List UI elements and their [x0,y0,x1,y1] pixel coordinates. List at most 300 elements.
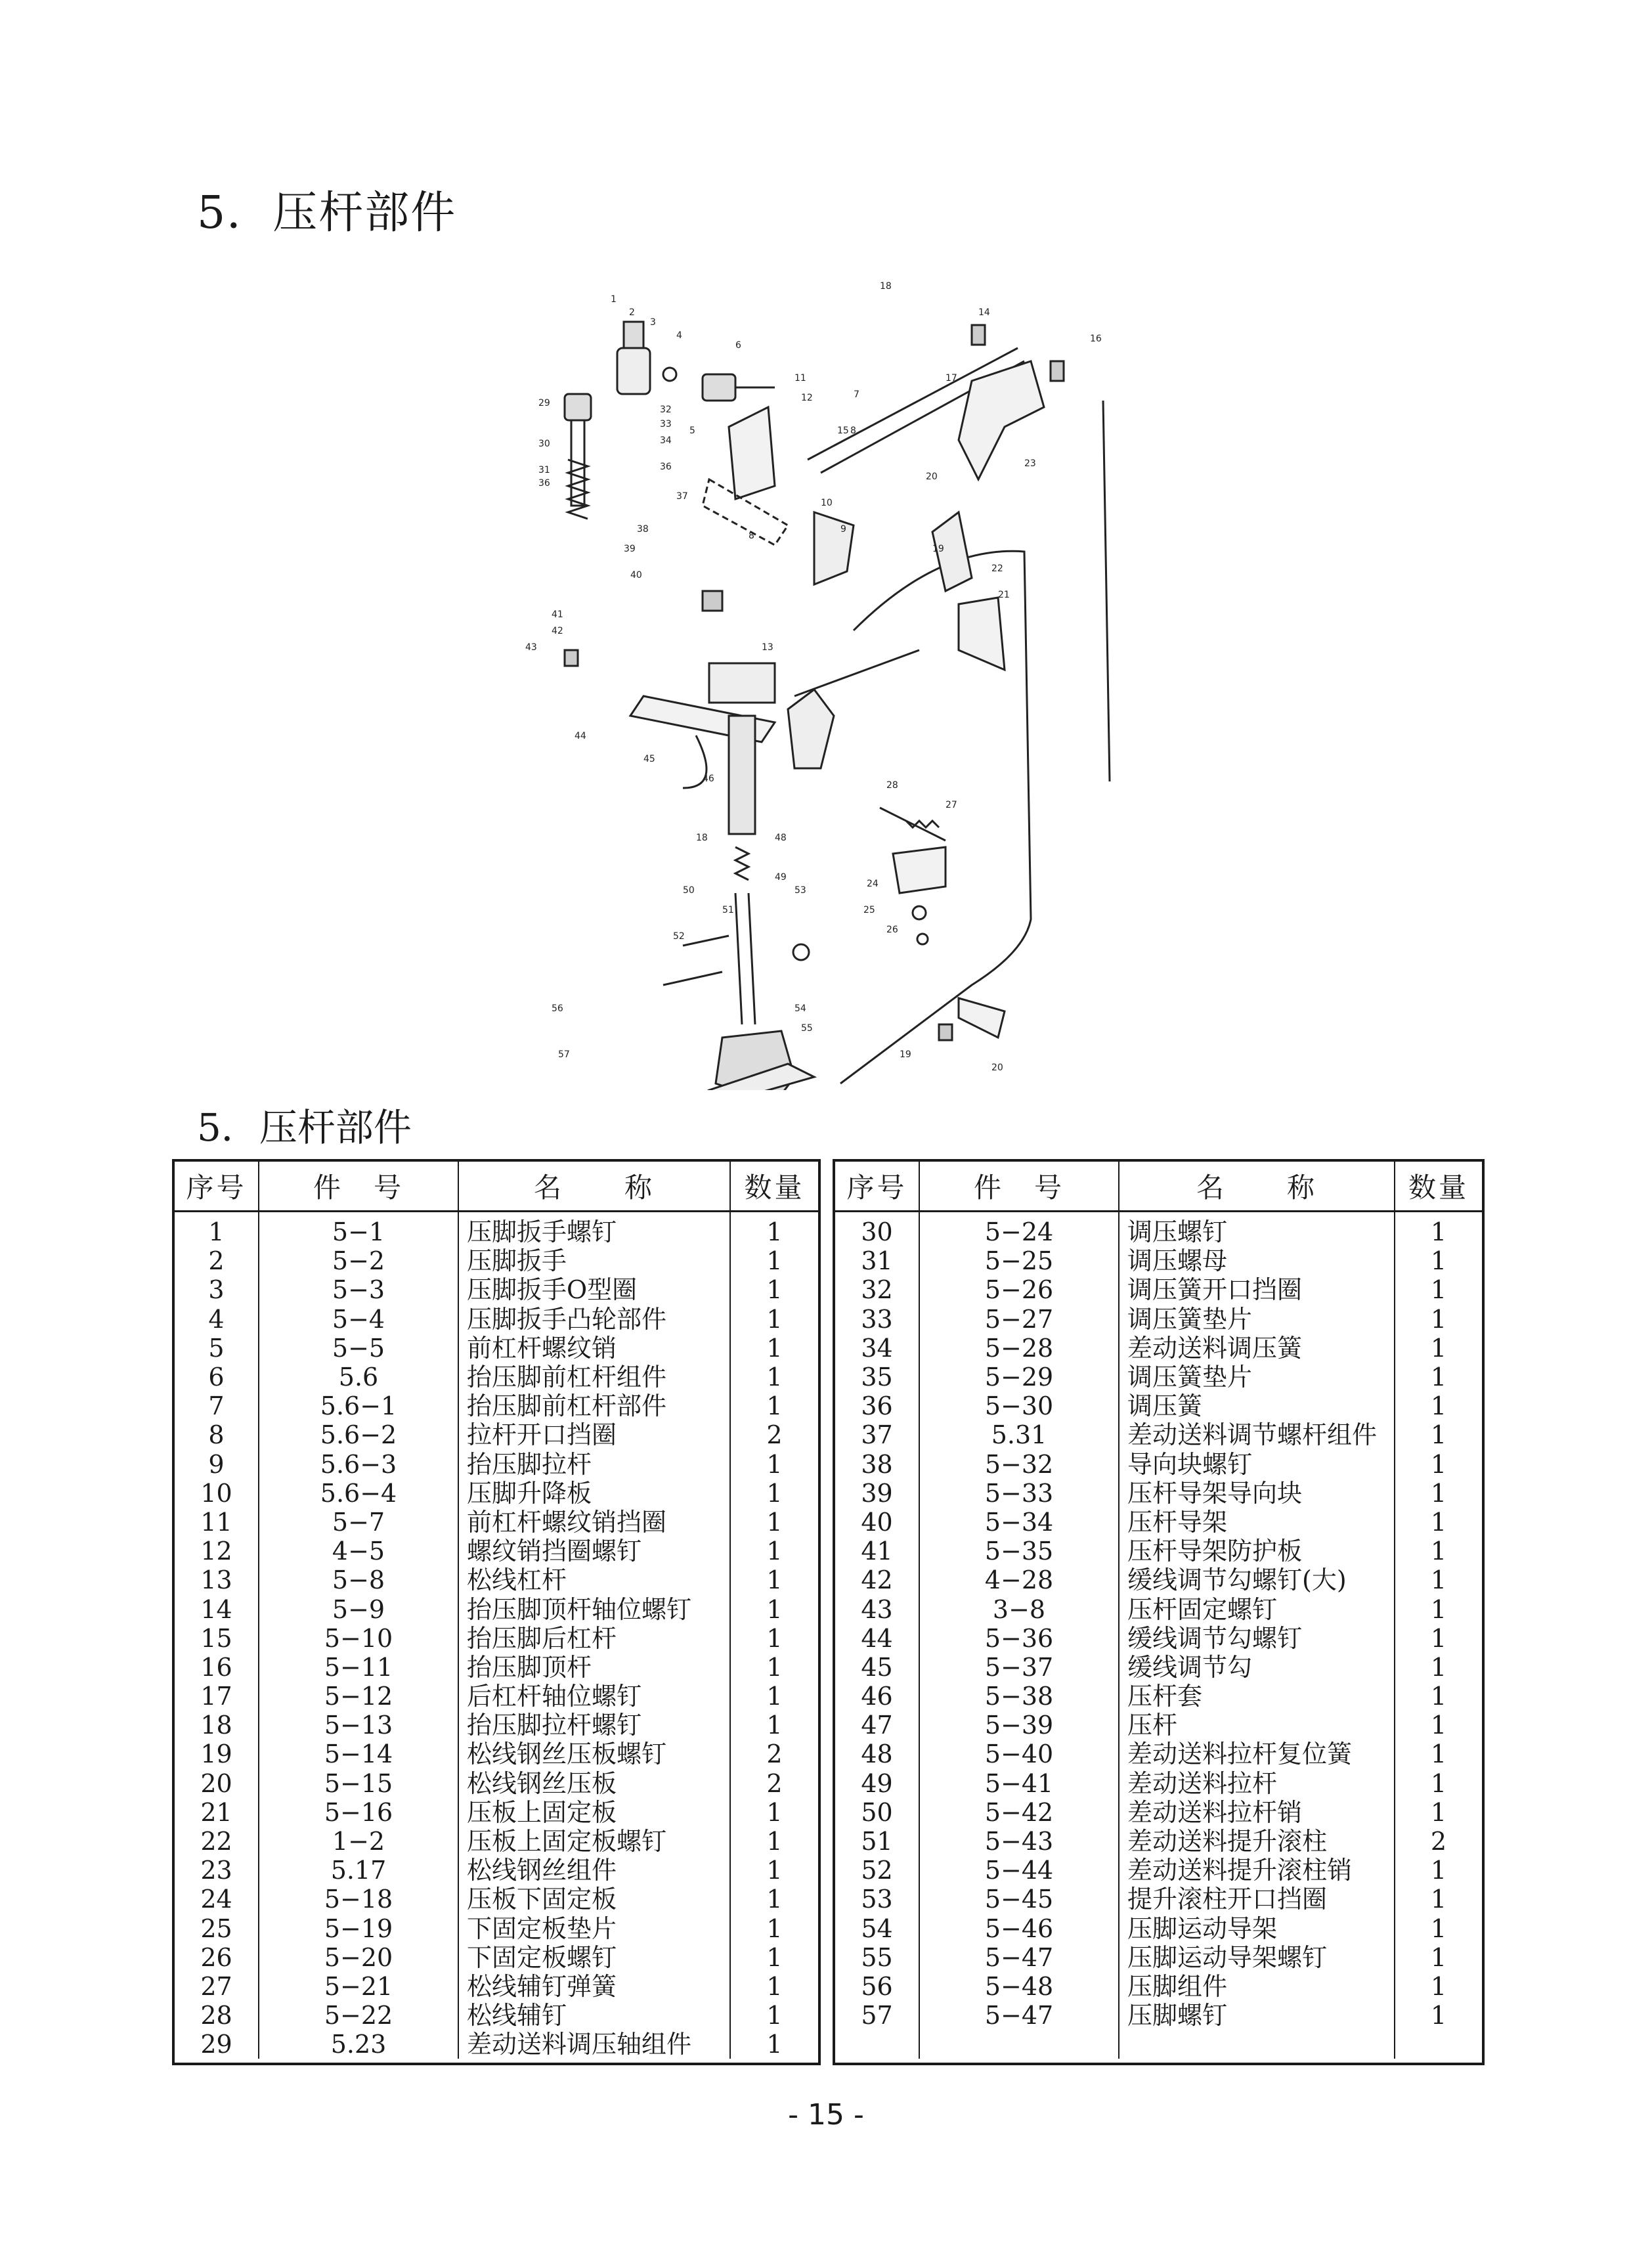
seq-cell: 40 [835,1508,919,1537]
svg-text:23: 23 [1024,458,1036,469]
quantity-cell: 1 [766,1537,783,1566]
seq-cell: 48 [835,1740,919,1768]
quantity-cell: 1 [766,1566,783,1595]
part-name-cell: 抬压脚前杠杆部件 [458,1391,730,1420]
svg-text:51: 51 [722,905,734,915]
part-name-cell: 压板上固定板 [458,1798,730,1827]
part-number-cell: 5−5 [259,1334,458,1363]
part-name-cell: 压脚组件 [1119,1972,1395,2001]
svg-text:9: 9 [840,524,846,535]
part-number-cell: 5−44 [919,1856,1119,1885]
svg-text:1: 1 [611,294,617,305]
part-name-cell: 差动送料调节螺杆组件 [1119,1420,1395,1449]
part-name-cell: 松线杠杆 [458,1566,730,1594]
svg-text:53: 53 [794,885,806,896]
part-name-cell: 前杠杆螺纹销挡圈 [458,1508,730,1537]
part-number-cell: 5−26 [919,1275,1119,1304]
table-row [175,1972,818,2001]
table-row [835,1508,1482,1537]
parts-table-left-body [175,1212,818,2059]
quantity-cell: 1 [1430,1682,1447,1711]
table-row [835,1653,1482,1682]
svg-text:52: 52 [673,931,685,942]
quantity-cell: 1 [766,1856,783,1885]
header-quantity: 数量 [1395,1162,1482,1212]
table-row [175,1769,818,1798]
seq-cell: 22 [175,1827,259,1856]
seq-cell: 6 [175,1363,259,1391]
part-name-cell: 调压簧垫片 [1119,1305,1395,1334]
header-part-number: 件 号 [919,1162,1119,1212]
part-number-cell: 5.6−2 [259,1420,458,1449]
svg-text:2: 2 [629,307,635,318]
part-name-cell: 松线辅钉弹簧 [458,1972,730,2001]
svg-text:28: 28 [886,780,898,791]
header-seq: 序号 [175,1162,259,1212]
svg-text:17: 17 [946,373,957,383]
part-name-cell: 抬压脚后杠杆 [458,1624,730,1653]
part-number-cell: 5−45 [919,1885,1119,1914]
quantity-cell: 1 [1430,1478,1447,1508]
part-name-cell: 压杆导架防护板 [1119,1537,1395,1566]
table-row [835,1450,1482,1479]
quantity-cell: 1 [1430,1971,1447,2001]
part-name-cell: 调压螺钉 [1119,1212,1395,1247]
part-number-cell: 5−48 [919,1972,1119,2001]
quantity-cell: 1 [1430,1507,1447,1537]
svg-text:39: 39 [624,544,636,554]
table-row [835,1827,1482,1856]
part-name-cell: 压脚运动导架 [1119,1914,1395,1943]
seq-cell [835,2030,919,2059]
svg-text:15: 15 [837,426,849,436]
parts-table-left [172,1159,821,2065]
svg-text:20: 20 [991,1063,1003,1073]
table-row [175,1275,818,1304]
table-row [175,1391,818,1420]
table-row [175,1943,818,1972]
seq-cell: 41 [835,1537,919,1566]
part-name-cell: 压杆套 [1119,1682,1395,1711]
table-row [835,1798,1482,1827]
svg-text:19: 19 [932,544,944,554]
table-row [175,1798,818,1827]
quantity-cell: 1 [1430,1420,1447,1450]
part-number-cell: 5−1 [259,1212,458,1247]
table-row [835,1391,1482,1420]
table-row [835,2030,1482,2059]
svg-text:5: 5 [689,426,695,436]
table-row [175,1305,818,1334]
table-row [175,1479,818,1508]
seq-cell: 17 [175,1682,259,1711]
seq-cell: 26 [175,1943,259,1972]
part-name-cell: 压板上固定板螺钉 [458,1827,730,1856]
part-name-cell: 松线辅钉 [458,2001,730,2030]
part-number-cell: 5−11 [259,1653,458,1682]
table-row [175,2030,818,2059]
quantity-cell: 2 [1430,1827,1447,1856]
quantity-cell: 1 [766,1914,783,1943]
quantity-cell: 1 [766,2001,783,2030]
table-row [175,1508,818,1537]
seq-cell: 47 [835,1711,919,1740]
seq-cell: 19 [175,1740,259,1768]
table-row [835,1769,1482,1798]
quantity-cell: 1 [1430,1885,1447,1914]
svg-text:40: 40 [630,570,642,581]
part-number-cell: 5−25 [919,1246,1119,1275]
quantity-cell: 1 [766,1827,783,1856]
quantity-cell: 2 [766,1420,783,1450]
svg-text:26: 26 [886,925,898,935]
part-number-cell: 5−2 [259,1246,458,1275]
part-name-cell: 抬压脚顶杆 [458,1653,730,1682]
part-name-cell: 后杠杆轴位螺钉 [458,1682,730,1711]
seq-cell: 56 [835,1972,919,2001]
part-name-cell: 压杆 [1119,1711,1395,1740]
quantity-cell: 1 [1430,2001,1447,2030]
part-name-cell: 差动送料拉杆销 [1119,1798,1395,1827]
header-name: 名 称 [458,1162,730,1212]
part-name-cell: 压脚升降板 [458,1479,730,1508]
exploded-parts-diagram [512,263,1156,1090]
part-number-cell: 5−20 [259,1943,458,1972]
part-number-cell: 5−37 [919,1653,1119,1682]
part-number-cell: 5−8 [259,1566,458,1594]
part-name-cell: 缓线调节勾螺钉 [1119,1624,1395,1653]
part-name-cell: 差动送料提升滚柱销 [1119,1856,1395,1885]
part-name-cell: 压杆导架导向块 [1119,1479,1395,1508]
quantity-cell: 1 [766,1594,783,1624]
seq-cell: 28 [175,2001,259,2030]
part-name-cell: 抬压脚拉杆 [458,1450,730,1479]
quantity-cell: 1 [1430,1304,1447,1334]
table-row [175,1566,818,1594]
part-name-cell: 差动送料拉杆复位簧 [1119,1740,1395,1768]
quantity-cell: 1 [1430,1275,1447,1305]
part-name-cell: 抬压脚顶杆轴位螺钉 [458,1594,730,1623]
part-name-cell: 差动送料调压轴组件 [458,2030,730,2059]
part-number-cell: 5.6−3 [259,1450,458,1479]
svg-text:36: 36 [538,478,550,489]
part-name-cell: 压脚螺钉 [1119,2001,1395,2030]
part-name-cell: 压杆导架 [1119,1508,1395,1537]
quantity-cell: 1 [1430,1652,1447,1682]
part-number-cell: 5.23 [259,2030,458,2059]
part-name-cell: 松线钢丝压板螺钉 [458,1740,730,1768]
part-number-cell: 5−4 [259,1305,458,1334]
svg-text:31: 31 [538,465,550,475]
part-number-cell: 5−28 [919,1334,1119,1363]
part-name-cell: 抬压脚拉杆螺钉 [458,1711,730,1740]
page-title: 5．压杆部件 [197,187,457,239]
seq-cell: 43 [835,1594,919,1623]
quantity-cell: 1 [766,1275,783,1305]
header-part-number: 件 号 [259,1162,458,1212]
part-number-cell: 4−28 [919,1566,1119,1594]
part-number-cell: 4−5 [259,1537,458,1566]
seq-cell: 21 [175,1798,259,1827]
table-row [175,1856,818,1885]
seq-cell: 57 [835,2001,919,2030]
part-number-cell: 5−36 [919,1624,1119,1653]
quantity-cell: 1 [766,1652,783,1682]
table-row [175,1682,818,1711]
part-name-cell: 压脚扳手凸轮部件 [458,1305,730,1334]
seq-cell: 5 [175,1334,259,1363]
part-name-cell: 压杆固定螺钉 [1119,1594,1395,1623]
quantity-cell: 1 [766,1449,783,1479]
seq-cell: 51 [835,1827,919,1856]
part-name-cell: 前杠杆螺纹销 [458,1334,730,1363]
seq-cell: 16 [175,1653,259,1682]
table-row [835,1972,1482,2001]
seq-cell: 27 [175,1972,259,2001]
part-name-cell: 压板下固定板 [458,1885,730,1914]
table-row [835,1740,1482,1768]
quantity-cell: 1 [1430,1942,1447,1972]
seq-cell: 39 [835,1479,919,1508]
seq-cell: 29 [175,2030,259,2059]
table-row [175,1594,818,1623]
seq-cell: 46 [835,1682,919,1711]
svg-text:6: 6 [735,340,741,351]
svg-text:54: 54 [794,1003,806,1014]
seq-cell: 1 [175,1212,259,1247]
part-number-cell: 5−7 [259,1508,458,1537]
part-name-cell: 调压簧 [1119,1391,1395,1420]
svg-text:45: 45 [643,754,655,764]
part-name-cell: 缓线调节勾螺钉(大) [1119,1566,1395,1594]
svg-text:43: 43 [525,642,537,653]
svg-text:7: 7 [854,389,859,400]
quantity-cell: 1 [1430,1566,1447,1595]
part-number-cell: 5−33 [919,1479,1119,1508]
table-row [835,1566,1482,1594]
quantity-cell: 1 [1430,1768,1447,1798]
seq-cell: 49 [835,1769,919,1798]
part-name-cell: 下固定板螺钉 [458,1943,730,1972]
seq-cell: 20 [175,1769,259,1798]
svg-text:36: 36 [660,462,672,472]
quantity-cell: 1 [766,1363,783,1392]
part-number-cell: 3−8 [919,1594,1119,1623]
quantity-cell: 1 [766,1507,783,1537]
part-number-cell: 5−35 [919,1537,1119,1566]
part-number-cell: 5−29 [919,1363,1119,1391]
part-number-cell: 5.31 [919,1420,1119,1449]
part-name-cell: 抬压脚前杠杆组件 [458,1363,730,1391]
seq-cell: 24 [175,1885,259,1914]
seq-cell: 9 [175,1450,259,1479]
seq-cell: 53 [835,1885,919,1914]
section-title: 5．压杆部件 [197,1105,412,1150]
part-name-cell: 调压簧垫片 [1119,1363,1395,1391]
seq-cell: 15 [175,1624,259,1653]
svg-text:38: 38 [637,524,649,535]
part-number-cell: 5−43 [919,1827,1119,1856]
part-number-cell: 5−46 [919,1914,1119,1943]
table-row [835,2001,1482,2030]
svg-text:55: 55 [801,1023,813,1034]
svg-text:18: 18 [696,833,708,843]
part-number-cell: 5−24 [919,1212,1119,1247]
table-row [835,1914,1482,1943]
part-number-cell: 5−13 [259,1711,458,1740]
part-name-cell: 调压螺母 [1119,1246,1395,1275]
quantity-cell: 1 [1430,1333,1447,1363]
svg-text:50: 50 [683,885,695,896]
seq-cell: 12 [175,1537,259,1566]
svg-text:16: 16 [1090,334,1102,344]
svg-text:57: 57 [558,1049,570,1060]
table-row [835,1856,1482,1885]
table-row [835,1363,1482,1391]
svg-text:10: 10 [821,498,833,508]
part-number-cell: 5−47 [919,2001,1119,2030]
quantity-cell: 1 [1430,1914,1447,1943]
seq-cell: 31 [835,1246,919,1275]
table-row [835,1246,1482,1275]
part-number-cell: 5.6 [259,1363,458,1391]
svg-text:11: 11 [794,373,806,383]
table-row [175,1711,818,1740]
svg-text:29: 29 [538,398,550,408]
part-number-cell: 5−16 [259,1798,458,1827]
part-number-cell: 5−10 [259,1624,458,1653]
quantity-cell: 2 [766,1740,783,1769]
quantity-cell: 1 [766,1885,783,1914]
table-row [175,1653,818,1682]
svg-text:27: 27 [946,800,957,810]
table-row [835,1943,1482,1972]
parts-table-right [833,1159,1485,2065]
seq-cell: 13 [175,1566,259,1594]
part-number-cell [919,2030,1119,2059]
part-name-cell: 下固定板垫片 [458,1914,730,1943]
table-row [835,1275,1482,1304]
part-number-cell: 1−2 [259,1827,458,1856]
part-number-cell: 5−38 [919,1682,1119,1711]
quantity-cell: 1 [766,1478,783,1508]
quantity-cell: 1 [1430,1797,1447,1827]
svg-text:42: 42 [552,626,563,636]
svg-text:46: 46 [703,774,714,784]
seq-cell: 36 [835,1391,919,1420]
part-number-cell: 5−9 [259,1594,458,1623]
part-number-cell: 5−18 [259,1885,458,1914]
quantity-cell: 1 [766,1217,783,1247]
table-row [175,1740,818,1768]
table-row [175,1537,818,1566]
quantity-cell: 1 [1430,1391,1447,1421]
table-row [175,2001,818,2030]
svg-text:41: 41 [552,609,563,620]
table-row [835,1305,1482,1334]
svg-text:19: 19 [900,1049,911,1060]
quantity-cell: 1 [1430,1537,1447,1566]
seq-cell: 18 [175,1711,259,1740]
table-row [835,1334,1482,1363]
part-number-cell: 5−15 [259,1769,458,1798]
table-row [835,1624,1482,1653]
quantity-cell: 1 [766,1304,783,1334]
quantity-cell: 1 [1430,1246,1447,1276]
seq-cell: 23 [175,1856,259,1885]
part-name-cell: 压脚扳手O型圈 [458,1275,730,1304]
seq-cell: 3 [175,1275,259,1304]
quantity-cell: 1 [766,1971,783,2001]
part-name-cell: 差动送料拉杆 [1119,1769,1395,1798]
seq-cell: 37 [835,1420,919,1449]
table-row [175,1827,818,1856]
part-name-cell: 导向块螺钉 [1119,1450,1395,1479]
part-number-cell: 5.6−1 [259,1391,458,1420]
svg-text:21: 21 [998,590,1010,600]
table-row [175,1246,818,1275]
part-number-cell: 5−14 [259,1740,458,1768]
quantity-cell: 1 [766,1682,783,1711]
quantity-cell: 1 [1430,1856,1447,1885]
svg-text:3: 3 [650,317,656,328]
quantity-cell: 1 [1430,1363,1447,1392]
part-name-cell: 压脚运动导架螺钉 [1119,1943,1395,1972]
part-number-cell: 5−21 [259,1972,458,2001]
seq-cell: 10 [175,1479,259,1508]
quantity-cell: 1 [1430,1740,1447,1769]
svg-text:8: 8 [749,531,754,541]
seq-cell: 44 [835,1624,919,1653]
seq-cell: 45 [835,1653,919,1682]
quantity-cell: 1 [766,1333,783,1363]
header-name: 名 称 [1119,1162,1395,1212]
part-name-cell: 压脚扳手螺钉 [458,1212,730,1247]
table-row [175,1914,818,1943]
table-row [175,1212,818,1247]
header-seq: 序号 [835,1162,919,1212]
seq-cell: 32 [835,1275,919,1304]
part-number-cell: 5−22 [259,2001,458,2030]
quantity-cell: 2 [766,1768,783,1798]
seq-cell: 2 [175,1246,259,1275]
svg-text:13: 13 [762,642,773,653]
svg-text:4: 4 [676,330,682,341]
seq-cell: 54 [835,1914,919,1943]
table-row [835,1885,1482,1914]
seq-cell: 38 [835,1450,919,1479]
part-number-cell: 5−39 [919,1711,1119,1740]
quantity-cell: 1 [1430,1711,1447,1740]
table-row [835,1682,1482,1711]
seq-cell: 35 [835,1363,919,1391]
table-row [835,1479,1482,1508]
svg-text:14: 14 [978,307,990,318]
svg-text:32: 32 [660,405,672,415]
quantity-cell: 1 [766,1711,783,1740]
part-number-cell: 5−40 [919,1740,1119,1768]
svg-text:48: 48 [775,833,787,843]
part-name-cell: 缓线调节勾 [1119,1653,1395,1682]
svg-text:20: 20 [926,471,938,482]
part-number-cell: 5−34 [919,1508,1119,1537]
svg-text:12: 12 [801,393,813,403]
table-row [835,1420,1482,1449]
quantity-cell: 1 [766,1246,783,1276]
quantity-cell: 1 [1430,1594,1447,1624]
svg-text:30: 30 [538,439,550,449]
seq-cell: 11 [175,1508,259,1537]
